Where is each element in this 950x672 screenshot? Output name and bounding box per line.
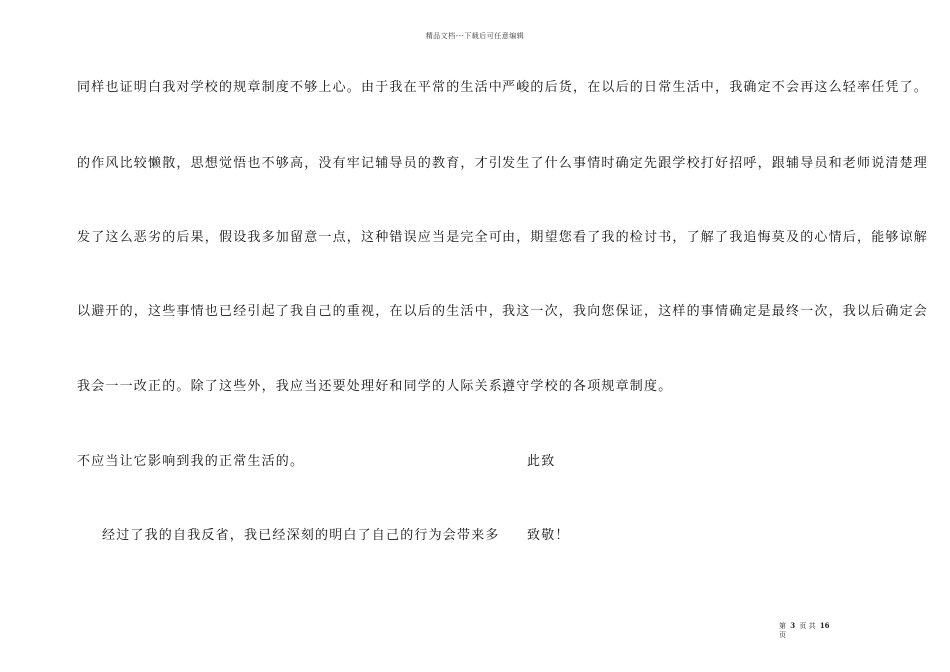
page-number-middle: 页 共 [799, 622, 816, 630]
body-text-line: 遵守学校的各项规章制度。 [502, 379, 673, 394]
body-text-line: 发生了什么事情时确定先跟学校打好招呼，跟辅导员和老师说清楚理 [502, 156, 929, 171]
body-text-line: 同样也证明白我对学校的规章制度不够上心。由于我在平常的生活中 [77, 80, 504, 95]
closing-phrase: 此致 [527, 454, 556, 469]
page-number-suffix: 页 [779, 631, 786, 639]
paragraph-start-line: 经过了我的自我反省，我已经深刻的明白了自己的行为会带来多 [102, 528, 500, 543]
body-text-line: 严峻的后货，在以后的日常生活中，我确定不会再这么轻率任凭了。 [502, 80, 929, 95]
body-text-line: 发了这么恶劣的后果，假设我多加留意一点，这种错误应当是完全可 [77, 230, 504, 245]
current-page: 3 [790, 621, 796, 630]
page-number-prefix: 第 [779, 622, 786, 630]
page-number [779, 621, 832, 640]
body-text-line: 以避开的，这些事情也已经引起了我自己的重视，在以后的生活中， [77, 304, 504, 319]
body-text-line: 我这一次，我向您保证，这样的事情确定是最终一次，我以后确定会 [502, 304, 929, 319]
body-text-line: 我会一一改正的。除了这些外，我应当还要处理好和同学的人际关系， [77, 379, 518, 394]
page-header: 精品文档---下载后可任意编辑 [425, 32, 525, 40]
body-text-line: 由，期望您看了我的检讨书，了解了我追悔莫及的心情后，能够谅解 [502, 230, 929, 245]
body-text-line: 的作风比较懒散，思想觉悟也不够高，没有牢记辅导员的教育，才引 [77, 156, 504, 171]
body-text-line: 不应当让它影响到我的正常生活的。 [77, 454, 305, 469]
total-pages: 16 [819, 621, 830, 630]
closing-salutation: 致敬！ [527, 528, 570, 543]
